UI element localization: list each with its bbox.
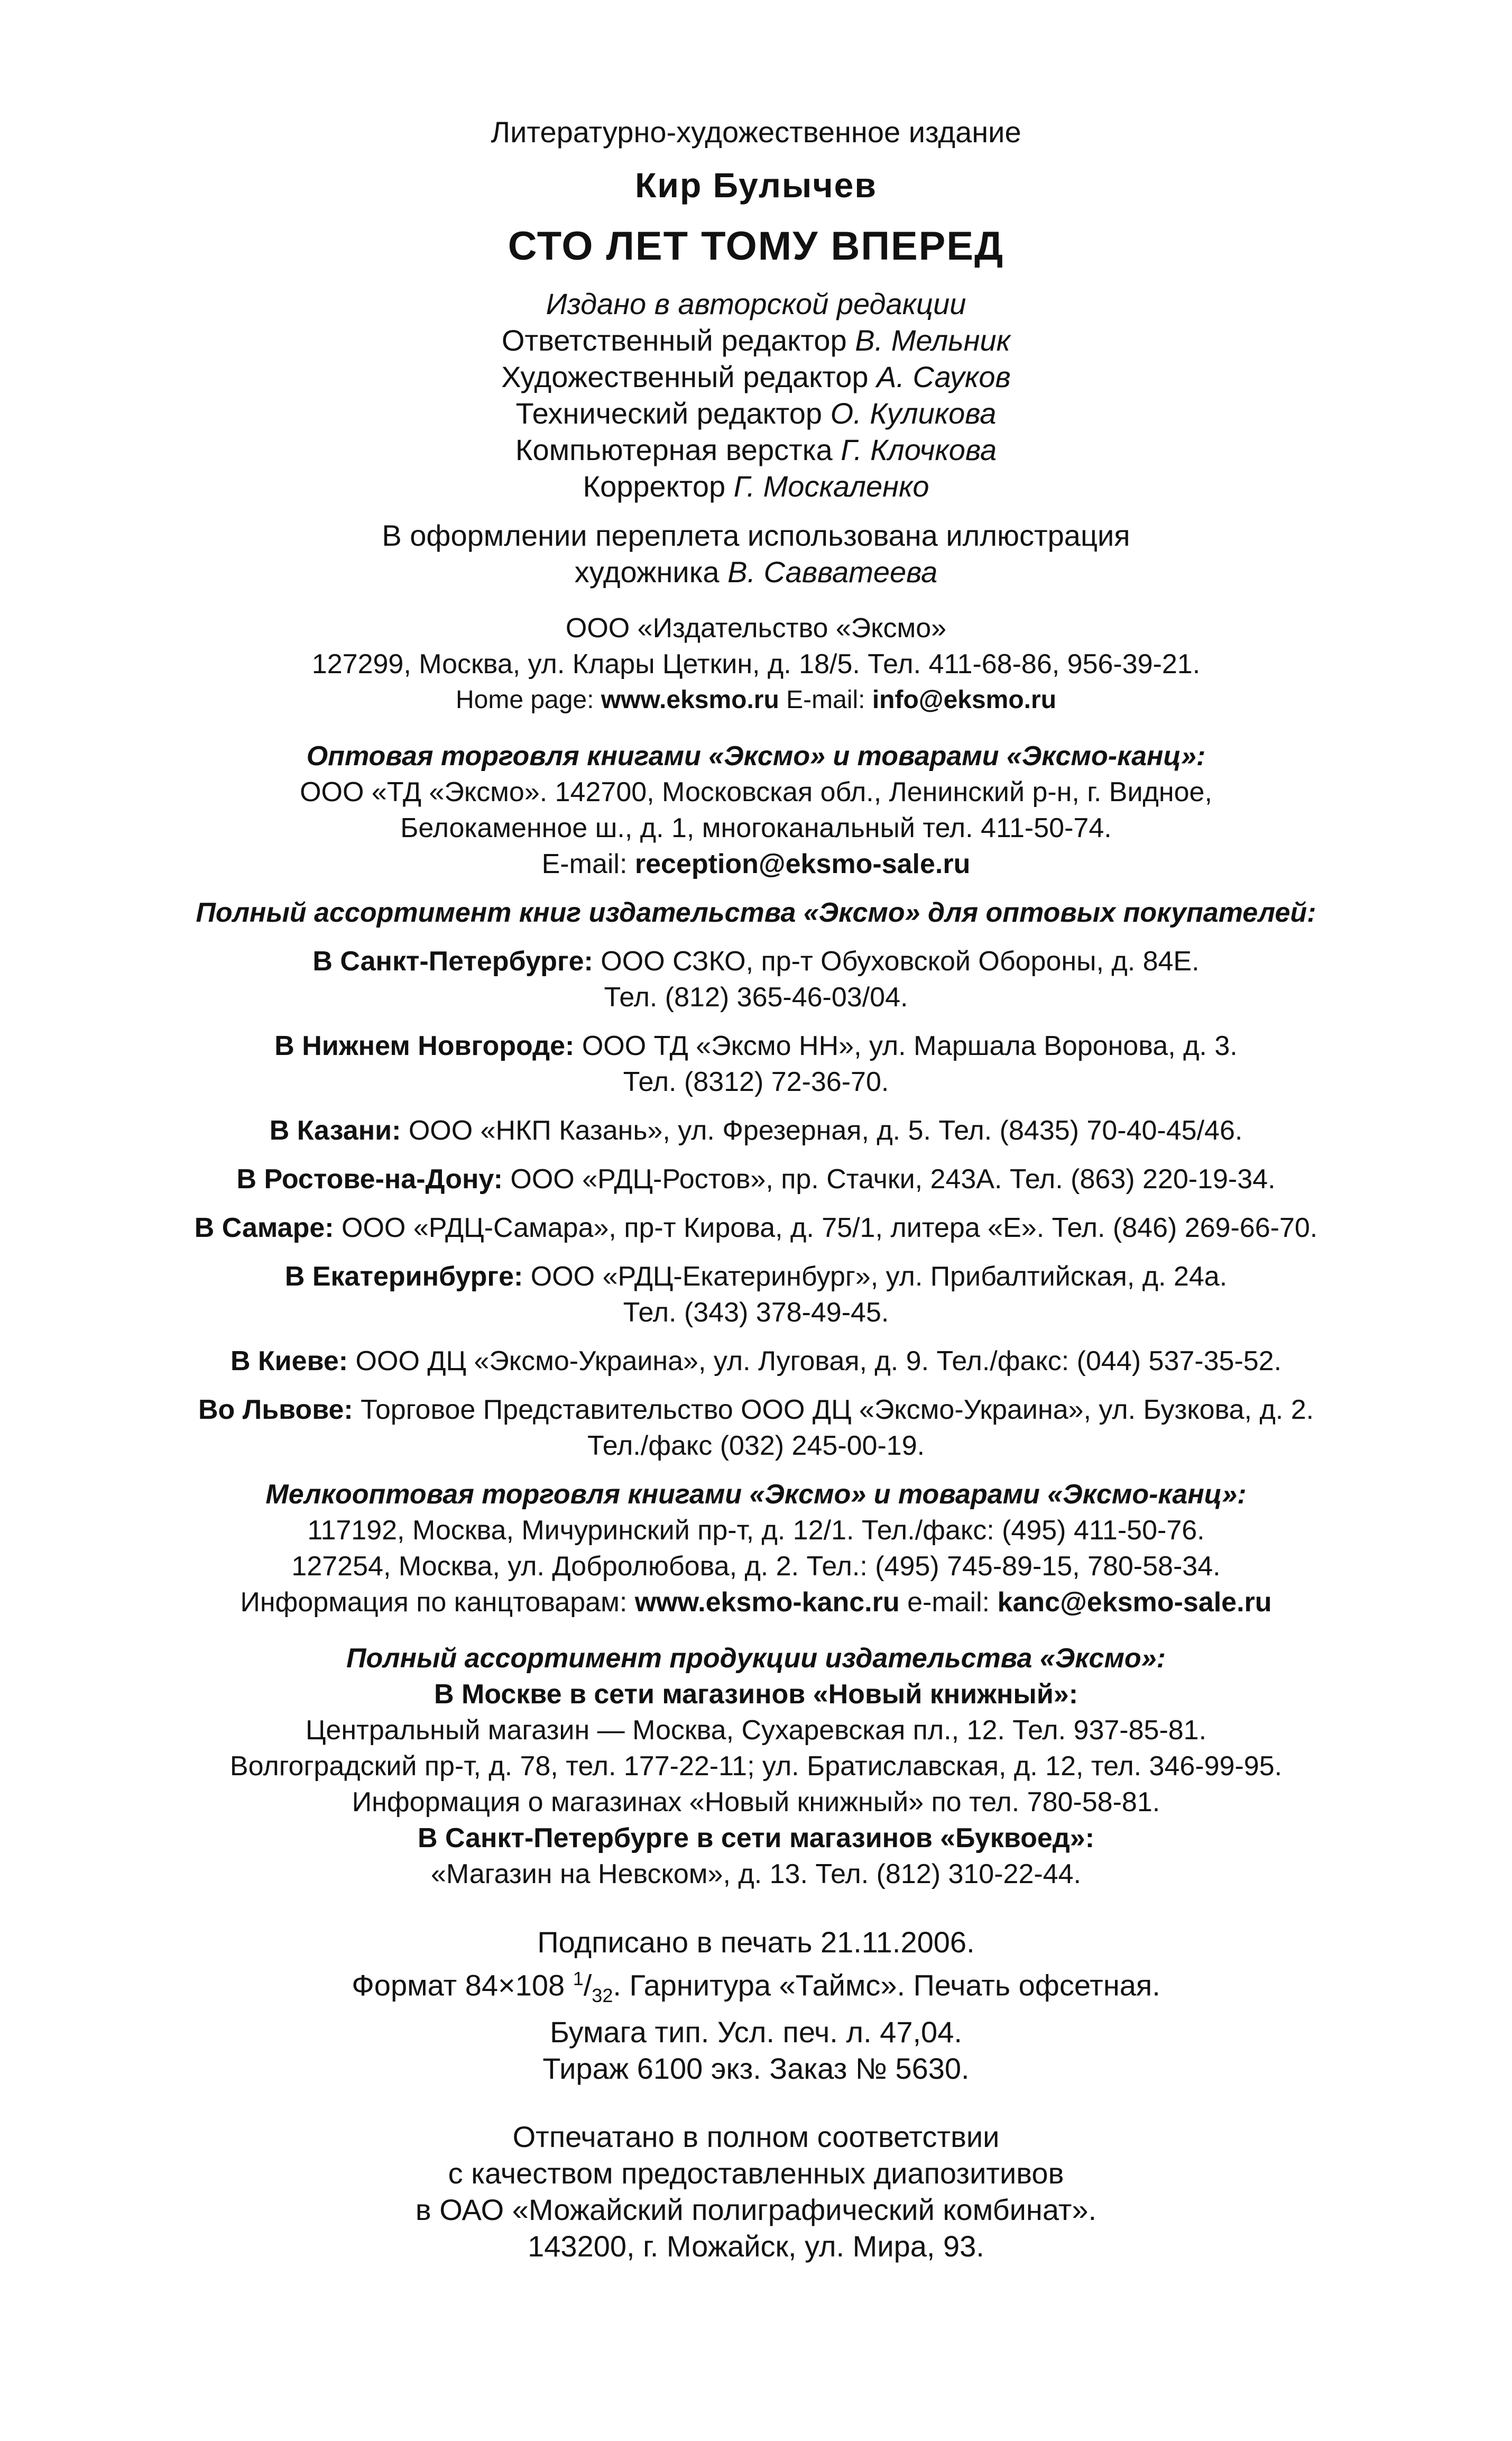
genre-line: Литературно-художественное издание <box>491 115 1021 149</box>
section-heading: Полный ассортимент продукции издательства «Эксмо»: <box>346 1643 1166 1674</box>
retail-line: Информация о магазинах «Новый книжный» по тел. 780-58-81. <box>352 1787 1160 1818</box>
printer-line: 143200, г. Можайск, ул. Мира, 93. <box>528 2229 984 2263</box>
regional-item: В Ростове-на-Дону: ООО «РДЦ-Ростов», пр. Стачки, 243А. Тел. (863) 220-19-34. <box>236 1164 1276 1195</box>
regional-item: В Нижнем Новгороде: ООО ТД «Эксмо НН», ул. Маршала Воронова, д. 3. <box>274 1031 1238 1061</box>
credit-line: Корректор Г. Москаленко <box>583 470 929 503</box>
imprint-block <box>132 114 1380 2264</box>
printer-line: с качеством предоставленных диапозитивов <box>448 2156 1064 2190</box>
retail-line: Центральный магазин — Москва, Сухаревская пл., 12. Тел. 937-85-81. <box>305 1715 1207 1746</box>
print-format: Формат 84×108 $^1/_{32}$. Гарнитура «Таймс». Печать офсетная. <box>352 1968 1160 2006</box>
print-signed: Подписано в печать 21.11.2006. <box>537 1925 975 1959</box>
regional-item: В Санкт-Петербурге: ООО СЗКО, пр-т Обуховской Обороны, д. 84Е. <box>312 946 1200 977</box>
retail-line: «Магазин на Невском», д. 13. Тел. (812) 310-22-44. <box>431 1859 1081 1889</box>
small-wholesale-line: 117192, Москва, Мичуринский пр-т, д. 12/1. Тел./факс: (495) 411-50-76. <box>307 1515 1205 1546</box>
retail-subheading: В Москве в сети магазинов «Новый книжный»: <box>434 1679 1078 1710</box>
wholesale-email: E-mail: reception@eksmo-sale.ru <box>541 849 971 879</box>
section-heading: Полный ассортимент книг издательства «Эксмо» для оптовых покупателей: <box>196 897 1316 928</box>
section-heading: Оптовая торговля книгами «Эксмо» и товарами «Эксмо-канц»: <box>306 741 1206 772</box>
retail-line: Волгоградский пр-т, д. 78, тел. 177-22-11; ул. Братиславская, д. 12, тел. 346-99-95. <box>229 1751 1283 1782</box>
regional-item: В Казани: ООО «НКП Казань», ул. Фрезерная, д. 5. Тел. (8435) 70-40-45/46. <box>269 1115 1243 1146</box>
cover-artist: художника В. Савватеева <box>574 555 938 589</box>
book-title: СТО ЛЕТ ТОМУ ВПЕРЕД <box>508 224 1004 269</box>
author-name: Кир Булычев <box>635 166 877 205</box>
printer-line: в ОАО «Можайский полиграфический комбинат». <box>415 2192 1097 2226</box>
wholesale-line: Белокаменное ш., д. 1, многоканальный тел. 411-50-74. <box>400 813 1112 843</box>
section-heading: Мелкооптовая торговля книгами «Эксмо» и товарами «Эксмо-канц»: <box>265 1479 1247 1510</box>
stationery-info: Информация по канцтоварам: www.eksmo-kanc.ru e-mail: kanc@eksmo-sale.ru <box>240 1587 1272 1618</box>
print-paper: Бумага тип. Усл. печ. л. 47,04. <box>550 2015 962 2049</box>
email-link: info@eksmo.ru <box>872 686 1057 714</box>
printer-line: Отпечатано в полном соответствии <box>512 2119 1000 2153</box>
regional-item: Во Львове: Торговое Представительство ООО ДЦ «Эксмо-Украина», ул. Бузкова, д. 2. <box>198 1394 1314 1425</box>
edition-note: Издано в авторской редакции <box>546 287 966 320</box>
credit-line: Ответственный редактор В. Мельник <box>501 324 1011 357</box>
small-wholesale-line: 127254, Москва, ул. Добролюбова, д. 2. Тел.: (495) 745-89-15, 780-58-34. <box>291 1551 1221 1582</box>
publisher-contacts: Home page: www.eksmo.ru E-mail: info@eksmo.ru <box>455 686 1057 714</box>
regional-item: В Екатеринбурге: ООО «РДЦ-Екатеринбург», ул. Прибалтийская, д. 24а. <box>284 1261 1228 1292</box>
publisher-name: ООО «Издательство «Эксмо» <box>565 613 947 644</box>
wholesale-line: ООО «ТД «Эксмо». 142700, Московская обл., Ленинский р-н, г. Видное, <box>300 777 1212 807</box>
print-run: Тираж 6100 экз. Заказ № 5630. <box>542 2051 970 2085</box>
cover-note: В оформлении переплета использована иллюстрация <box>382 519 1130 552</box>
credit-line: Художественный редактор А. Сауков <box>501 360 1011 393</box>
publisher-address: 127299, Москва, ул. Клары Цеткин, д. 18/5. Тел. 411-68-86, 956-39-21. <box>311 649 1201 680</box>
regional-item-phone: Тел. (812) 365-46-03/04. <box>604 982 908 1013</box>
regional-item-phone: Тел. (8312) 72-36-70. <box>623 1067 889 1097</box>
credit-line: Компьютерная верстка Г. Клочкова <box>515 433 997 466</box>
home-page-link: www.eksmo.ru <box>601 686 779 714</box>
credit-line: Технический редактор О. Куликова <box>515 397 997 430</box>
regional-item: В Самаре: ООО «РДЦ-Самара», пр-т Кирова, д. 75/1, литера «Е». Тел. (846) 269-66-70. <box>194 1213 1318 1243</box>
regional-item: В Киеве: ООО ДЦ «Эксмо-Украина», ул. Луговая, д. 9. Тел./факс: (044) 537-35-52. <box>230 1346 1282 1376</box>
retail-subheading: В Санкт-Петербурге в сети магазинов «Буквоед»: <box>417 1823 1095 1853</box>
regional-item-phone: Тел. (343) 378-49-45. <box>623 1297 889 1328</box>
regional-item-phone: Тел./факс (032) 245-00-19. <box>587 1430 925 1461</box>
